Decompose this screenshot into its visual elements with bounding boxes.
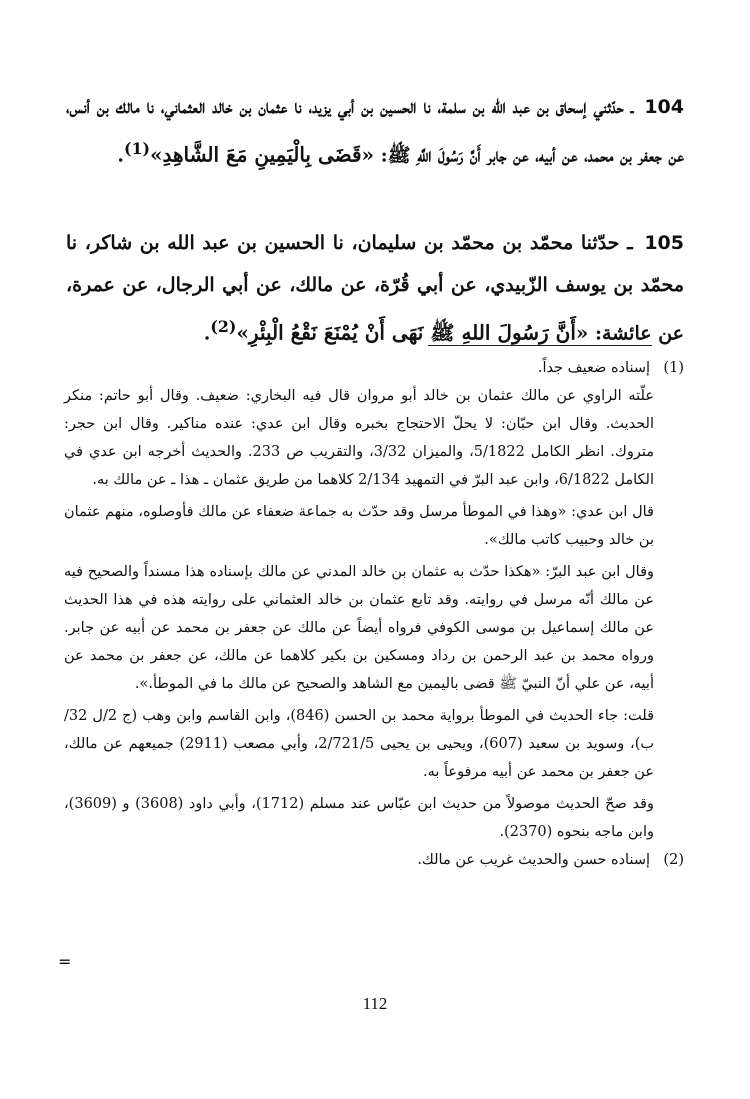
footnote-1-paragraph: وقد صحّ الحديث موصولاً من حديث ابن عبّاس عند مسلم (1712)، وأبي داود (3608) و (3609)، وابن ماجه بنحوه (2370). (64, 796, 654, 840)
hadith-matn: «أَنَّ رَسُولَ اللهِ ﷺ نَهَى أَنْ يُمْنَعَ نَقْعُ الْبِئْرِ» (236, 320, 589, 345)
hadith-end-mark: . (117, 144, 124, 167)
hadith-105 (66, 222, 684, 354)
footnote-reference: (1) (123, 139, 150, 158)
footnote-reference: (2) (210, 317, 237, 336)
footnote-2-text: إسناده حسن والحديث غريب عن مالك. (417, 852, 650, 868)
hadith-end-mark: . (203, 322, 211, 345)
footnote-1-paragraph: قلت: جاء الحديث في الموطأ برواية محمد بن الحسن (846)، وابن القاسم وابن وهب (ج 2/ل 32/ب)، وسويد بن سعيد (607)، ويحيى بن يحيى 2/721/5، وأبي مصعب (2911) جميعهم عن مالك، عن جعفر بن محمد عن أبيه مرفوعاً به. (64, 708, 655, 780)
hadith-104 (66, 86, 684, 176)
footnote-1-paragraph: علّته الراوي عن مالك عثمان بن خالد أبو مروان قال فيه البخاري: ضعيف. وقال أبو حاتم: منكر الحديث. وقال ابن حبّان: لا يحلّ الاحتجاج بخبره وقال ابن عدي: عنده مناكير. وقال ابن حجر: متروك. انظر الكامل 5/1822، والميزان 3/32، والتقريب ص 233. والحديث أخرجه ابن عدي في الكامل 6/1822، وابن عبد البرّ في التمهيد 2/134 كلاهما من طريق عثمان ـ هذا ـ عن مالك به. (64, 388, 654, 488)
continuation-mark: = (58, 952, 72, 971)
footnote-1-paragraph: وقال ابن عبد البرّ: «هكذا حدّث به عثمان بن خالد المدني عن مالك بإسناده هذا مسنداً والصحيح فيه عن مالك أنّه مرسل في روايته. وقد تابع عثمان بن خالد العثماني على روايته هذه في هذا الحديث عن مالك إسماعيل بن موسى الكوفي فرواه أيضاً عن مالك عن جعفر بن محمد عن أبيه عن جابر. ورواه محمد بن عبد الرحمن بن رداد ومسكين بن بكير كلاهما عن مالك، عن جعفر بن محمد عن أبيه، عن علي أنّ النبيّ ﷺ قضى باليمين مع الشاهد والصحيح عن مالك ما في الموطأ.». (64, 564, 654, 692)
footnote-separator (428, 345, 652, 346)
hadith-isnad: ـ حدّثنا محمّد بن محمّد بن سليمان، نا الحسين بن عبد الله بن شاكر، نا محمّد بن يوسف الزّبيدي، عن أبي قُرّة، عن مالك، عن أبي الرجال، عن عمرة، عن عائشة: (66, 232, 684, 345)
footnote-1-mark: (1) (663, 360, 684, 376)
footnotes (64, 354, 684, 874)
hadith-matn: «قَضَى بِالْيَمِينِ مَعَ الشَّاهِدِ» (149, 142, 375, 167)
footnote-2 (64, 846, 684, 874)
footnote-2-mark: (2) (663, 852, 684, 868)
footnote-1-paragraph: قال ابن عدي: «وهذا في الموطأ مرسل وقد حدّث به جماعة ضعفاء عن مالك فأوصلوه، منهم عثمان بن خالد وحبيب كاتب مالك». (64, 504, 654, 548)
footnote-1-head: إسناده ضعيف جداً. (537, 360, 650, 376)
page-number: 112 (362, 994, 388, 1013)
footnote-1-header (64, 354, 684, 382)
hadith-isnad: ـ حدّثني إسحاق بن عبد الله بن سلمة، نا الحسين بن أبي يزيد، نا عثمان بن خالد العثماني، نا مالك بن أنس، عن جعفر بن محمد، عن أبيه، عن جابر أَنَّ رَسُولَ اللَّهِ ﷺ: (66, 96, 684, 167)
hadith-number: 104 (644, 96, 684, 118)
hadith-number: 105 (644, 232, 684, 254)
